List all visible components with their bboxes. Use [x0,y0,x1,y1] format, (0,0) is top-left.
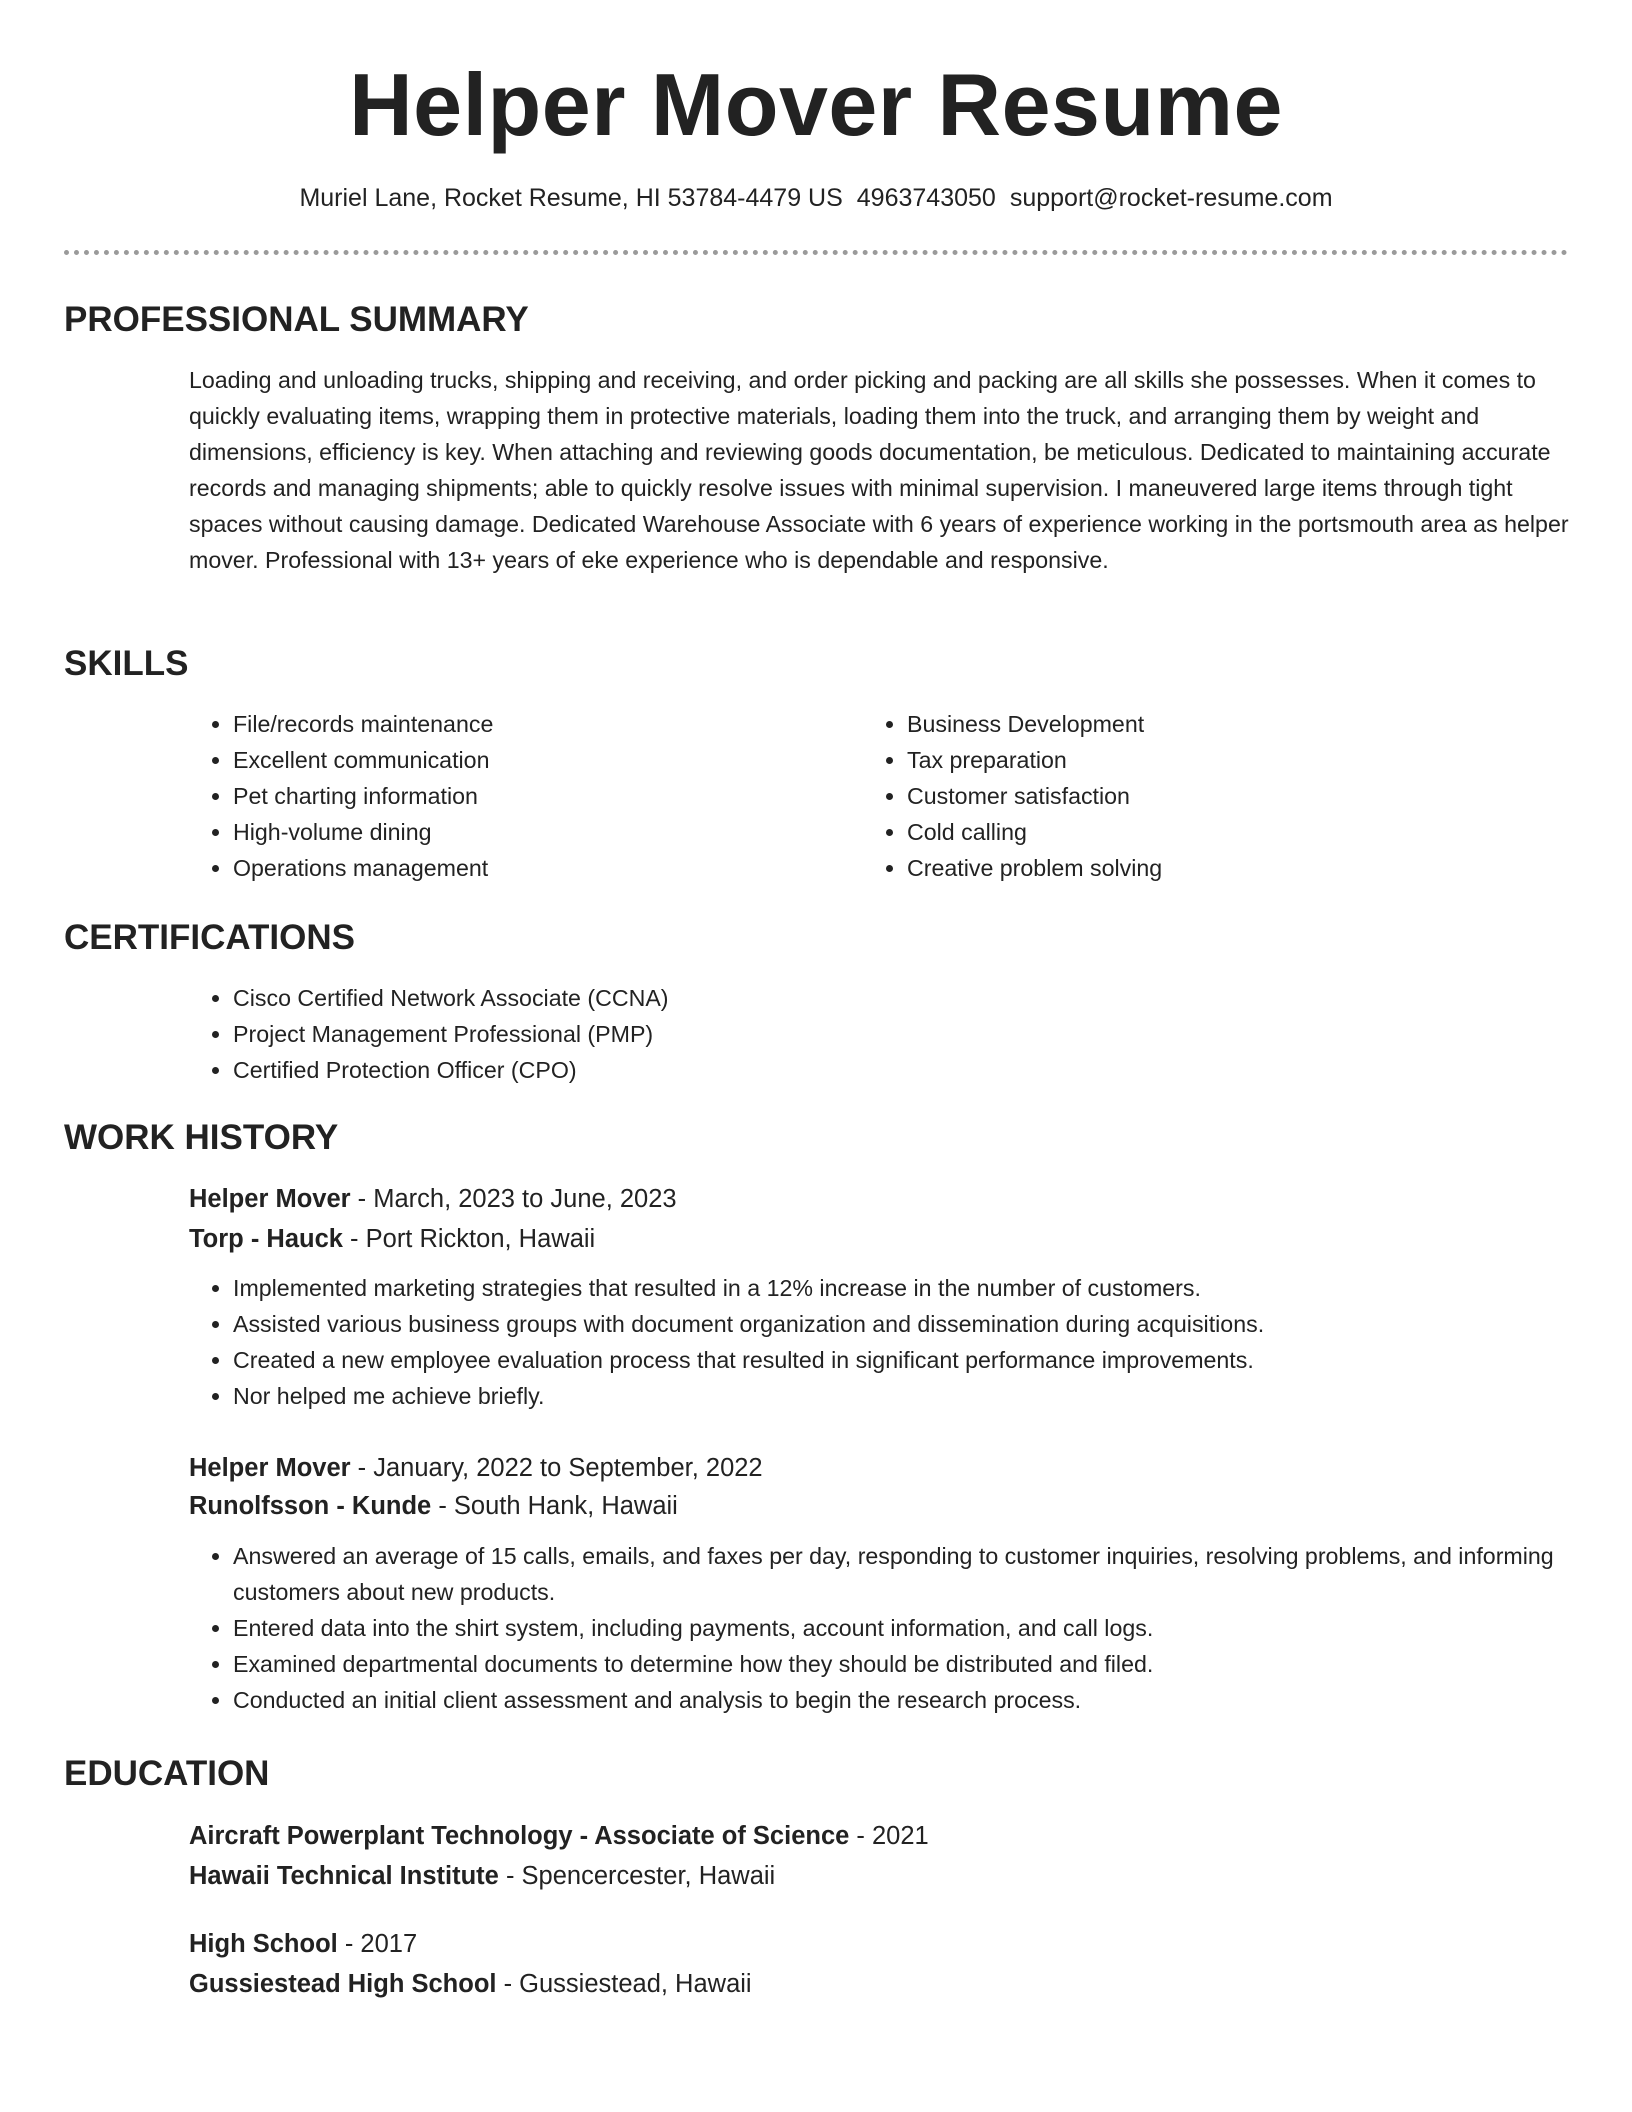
job-title-line [189,1179,1569,1219]
skills-list-right [863,706,1507,886]
contact-phone: 4963743050 [856,184,996,212]
education-heading: EDUCATION [64,1754,270,1793]
skill-item: • File/records maintenance [233,706,793,742]
education-degree: Aircraft Powerplant Technology - Associate of Science [189,1822,850,1850]
job-title: Helper Mover [189,1454,351,1482]
job-bullet: • Assisted various business groups with document organization and dissemination during acquisitions. [233,1306,1613,1342]
job-title-line [189,1448,1569,1488]
resume-title: Helper Mover Resume [349,55,1283,154]
summary-text: Loading and unloading trucks, shipping and receiving, and order picking and packing are all skills she possesses. When it comes to quickly evaluating items, wrapping them in protective materials, loading them into the truck, and arranging them by weight and dimensions, efficiency is key. When attaching and reviewing goods documentation, be meticulous. Dedicated to maintaining accurate records and managing shipments; able to quickly resolve issues with minimal supervision. I maneuvered large items through tight spaces without causing damage. Dedicated Warehouse Associate with 6 years of experience working in the portsmouth area as helper mover. Professional with 13+ years of eke experience who is dependable and responsive. [189,367,1569,573]
education-location: - Gussiestead, Hawaii [496,1970,752,1998]
job-location: - Port Rickton, Hawaii [342,1225,596,1253]
certifications-heading: CERTIFICATIONS [64,918,356,957]
skill-item: • Customer satisfaction [907,778,1507,814]
job-bullets [189,1538,1613,1718]
certification-item: • Certified Protection Officer (CPO) [233,1052,1233,1088]
education-school-line [189,1856,1569,1896]
education-year: - 2021 [849,1822,929,1850]
skill-item: • Pet charting information [233,778,793,814]
education-school: Hawaii Technical Institute [189,1862,499,1890]
skills-heading: SKILLS [64,644,189,683]
certification-item: • Cisco Certified Network Associate (CCNA) [233,980,1233,1016]
job-company-line [189,1486,1569,1526]
contact-email[interactable]: support@rocket-resume.com [1009,184,1333,212]
skill-item: • Business Development [907,706,1507,742]
job-bullets [189,1270,1613,1414]
work-history-heading: WORK HISTORY [64,1118,339,1157]
header-divider [64,250,1568,255]
skill-item: • Cold calling [907,814,1507,850]
job-bullet: • Nor helped me achieve briefly. [233,1378,1613,1414]
job-bullet: • Created a new employee evaluation process that resulted in significant performance improvements. [233,1342,1613,1378]
certification-item: • Project Management Professional (PMP) [233,1016,1233,1052]
education-school: Gussiestead High School [189,1970,497,1998]
contact-address: Muriel Lane, Rocket Resume, HI 53784-4479 US [299,184,843,212]
job-company-line [189,1219,1569,1259]
job-dates: - March, 2023 to June, 2023 [350,1185,677,1213]
skills-list-left [189,706,793,886]
summary-heading: PROFESSIONAL SUMMARY [64,300,529,339]
skill-item: • Creative problem solving [907,850,1507,886]
education-school-line [189,1964,1569,2004]
job-bullet: • Conducted an initial client assessment and analysis to begin the research process. [233,1682,1613,1718]
job-dates: - January, 2022 to September, 2022 [350,1454,763,1482]
job-bullet: • Implemented marketing strategies that resulted in a 12% increase in the number of customers. [233,1270,1613,1306]
job-location: - South Hank, Hawaii [431,1492,678,1520]
job-bullet: • Examined departmental documents to determine how they should be distributed and filed. [233,1646,1613,1682]
education-year: - 2017 [337,1930,418,1958]
contact-line [0,178,1632,218]
skill-item: • Excellent communication [233,742,793,778]
education-degree: High School [189,1930,338,1958]
skill-item: • Tax preparation [907,742,1507,778]
education-degree-line [189,1924,1569,1964]
job-company: Runolfsson - Kunde [189,1492,432,1520]
job-company: Torp - Hauck [189,1225,343,1253]
job-bullet: • Answered an average of 15 calls, emails, and faxes per day, responding to customer inquiries, resolving problems, and informing customers about new products. [233,1538,1613,1610]
education-degree-line [189,1816,1569,1856]
skill-item: • High-volume dining [233,814,793,850]
certifications-list [189,980,1233,1088]
job-title: Helper Mover [189,1185,351,1213]
job-bullet: • Entered data into the shirt system, including payments, account information, and call logs. [233,1610,1613,1646]
education-location: - Spencercester, Hawaii [498,1862,776,1890]
skill-item: • Operations management [233,850,793,886]
